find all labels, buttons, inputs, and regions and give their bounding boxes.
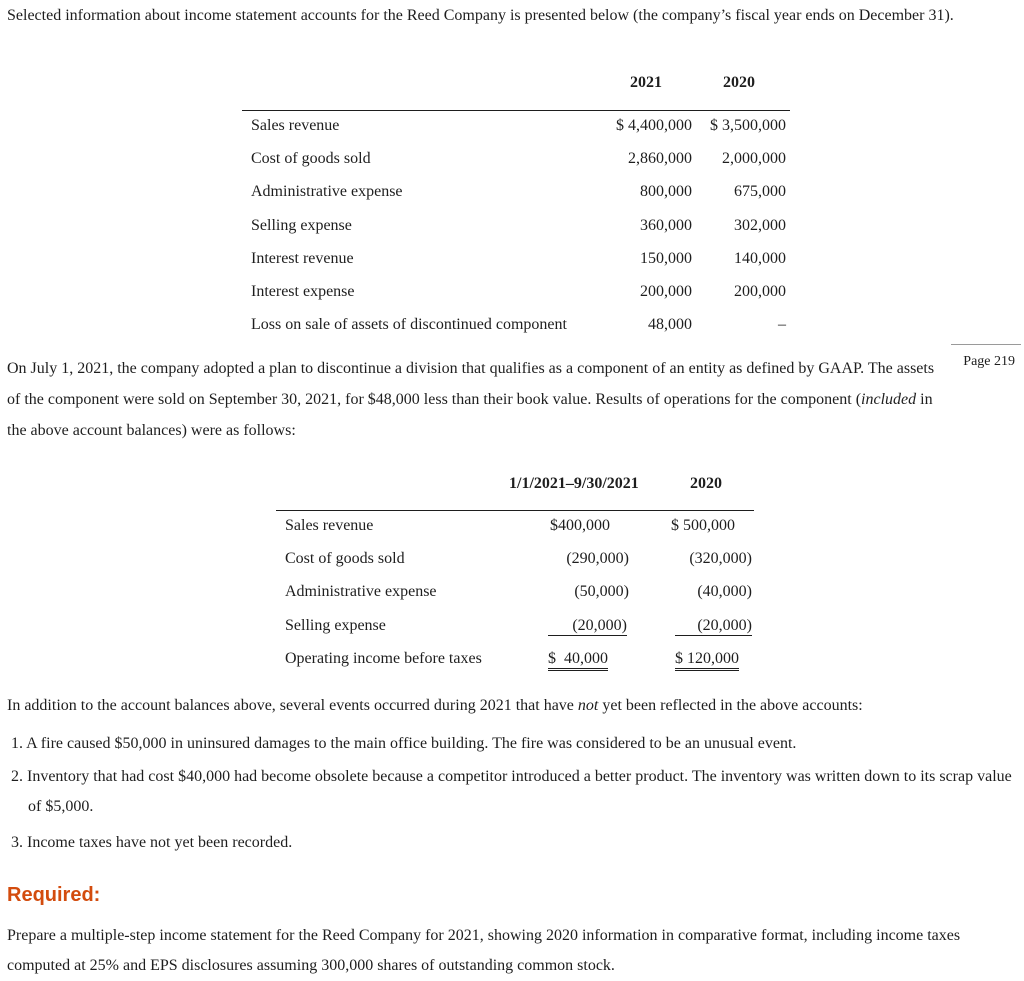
table2-header-rule bbox=[276, 510, 754, 511]
table1-value-2021: 360,000 bbox=[640, 216, 692, 234]
discontinued-component-paragraph bbox=[7, 353, 947, 446]
table1-value-2020: $ 3,500,000 bbox=[710, 117, 786, 134]
table1-value-2021: 800,000 bbox=[640, 183, 692, 201]
table2-value-2021: $400,000 bbox=[550, 517, 610, 534]
table2-row-label: Selling expense bbox=[285, 616, 386, 634]
event-item: 1. A fire caused $50,000 in uninsured damages to the main office building. The fire was considered to be an unusual event. bbox=[11, 735, 797, 752]
table2-value-2020: $ 500,000 bbox=[671, 517, 735, 534]
event-item: 3. Income taxes have not yet been recorded. bbox=[11, 834, 293, 851]
para2-text-end: in the above account balances) were as follows: bbox=[7, 391, 933, 439]
para3-text-start: In addition to the account balances above, several events occurred during 2021 that have bbox=[7, 697, 578, 714]
table1-value-2020: 2,000,000 bbox=[722, 150, 786, 168]
table1-value-2021: 200,000 bbox=[640, 283, 692, 300]
required-heading: Required: bbox=[7, 884, 101, 906]
table1-value-2021: 2,860,000 bbox=[628, 150, 692, 168]
table2-value-2020: (20,000) bbox=[675, 617, 752, 636]
table2-value-2021: (290,000) bbox=[566, 550, 629, 568]
table1-header-2020: 2020 bbox=[723, 74, 755, 91]
table1-value-2021: 150,000 bbox=[640, 249, 692, 267]
table1-value-2020: – bbox=[778, 316, 786, 334]
table1-row-label: Cost of goods sold bbox=[251, 150, 371, 168]
table2-value-2021: (20,000) bbox=[548, 617, 627, 636]
table2-value-2020: (320,000) bbox=[689, 550, 752, 568]
para3-italic-word: not bbox=[577, 697, 599, 714]
para2-italic-word: included bbox=[861, 391, 917, 408]
table1-value-2020: 675,000 bbox=[734, 183, 786, 201]
table1-row-label: Interest expense bbox=[251, 283, 355, 300]
table2-value-2020: (40,000) bbox=[697, 583, 752, 601]
additional-events-paragraph bbox=[7, 690, 1017, 721]
table1-value-2020: 302,000 bbox=[734, 216, 786, 234]
required-text: Prepare a multiple-step income statement for the Reed Company for 2021, showing 2020 information in comparative format, including income taxes computed at 25% and EPS disclosures assuming 300,000 shares of outstanding common stock. bbox=[7, 927, 961, 974]
para3-text-end: yet been reflected in the above accounts: bbox=[598, 697, 863, 714]
table1-value-2021: $ 4,400,000 bbox=[616, 117, 692, 134]
table2-row-label: Operating income before taxes bbox=[285, 649, 482, 667]
page-number-tag: Page 219 bbox=[951, 344, 1021, 381]
table1-row-label: Loss on sale of assets of discontinued component bbox=[251, 316, 567, 334]
table2-value-2021: $ 40,000 bbox=[548, 650, 608, 671]
para2-text-start: On July 1, 2021, the company adopted a plan to discontinue a division that qualifies as a component of an entity as defined by GAAP. The assets of the component were sold on September 30, 2021, for $48,000 less than their book value. Results of operations for the component ( bbox=[7, 360, 935, 408]
table1-row-label: Administrative expense bbox=[251, 183, 403, 201]
table1-row-label: Interest revenue bbox=[251, 249, 354, 267]
table1-row-label: Sales revenue bbox=[251, 117, 340, 134]
table2-row-label: Cost of goods sold bbox=[285, 550, 405, 568]
table1-row-label: Selling expense bbox=[251, 216, 352, 234]
table1-value-2020: 140,000 bbox=[734, 249, 786, 267]
table2-value-2020: $ 120,000 bbox=[675, 650, 739, 671]
table1-value-2020: 200,000 bbox=[734, 283, 786, 300]
event-item: 2. Inventory that had cost $40,000 had become obsolete because a competitor introduced a better product. The inventory was written down to its scrap value of $5,000. bbox=[11, 768, 1012, 815]
table1-header-rule bbox=[242, 110, 790, 111]
table2-row-label: Sales revenue bbox=[285, 517, 374, 534]
table1-value-2021: 48,000 bbox=[648, 316, 692, 334]
table1-header-2021: 2021 bbox=[630, 74, 662, 91]
table2-row-label: Administrative expense bbox=[285, 583, 437, 601]
table2-header-period: 1/1/2021–9/30/2021 bbox=[509, 475, 639, 492]
intro-paragraph: Selected information about income statement accounts for the Reed Company is presented below (the company’s fiscal year ends on December 31). bbox=[7, 7, 954, 24]
table2-value-2021: (50,000) bbox=[574, 583, 629, 601]
table2-header-2020: 2020 bbox=[690, 475, 722, 492]
